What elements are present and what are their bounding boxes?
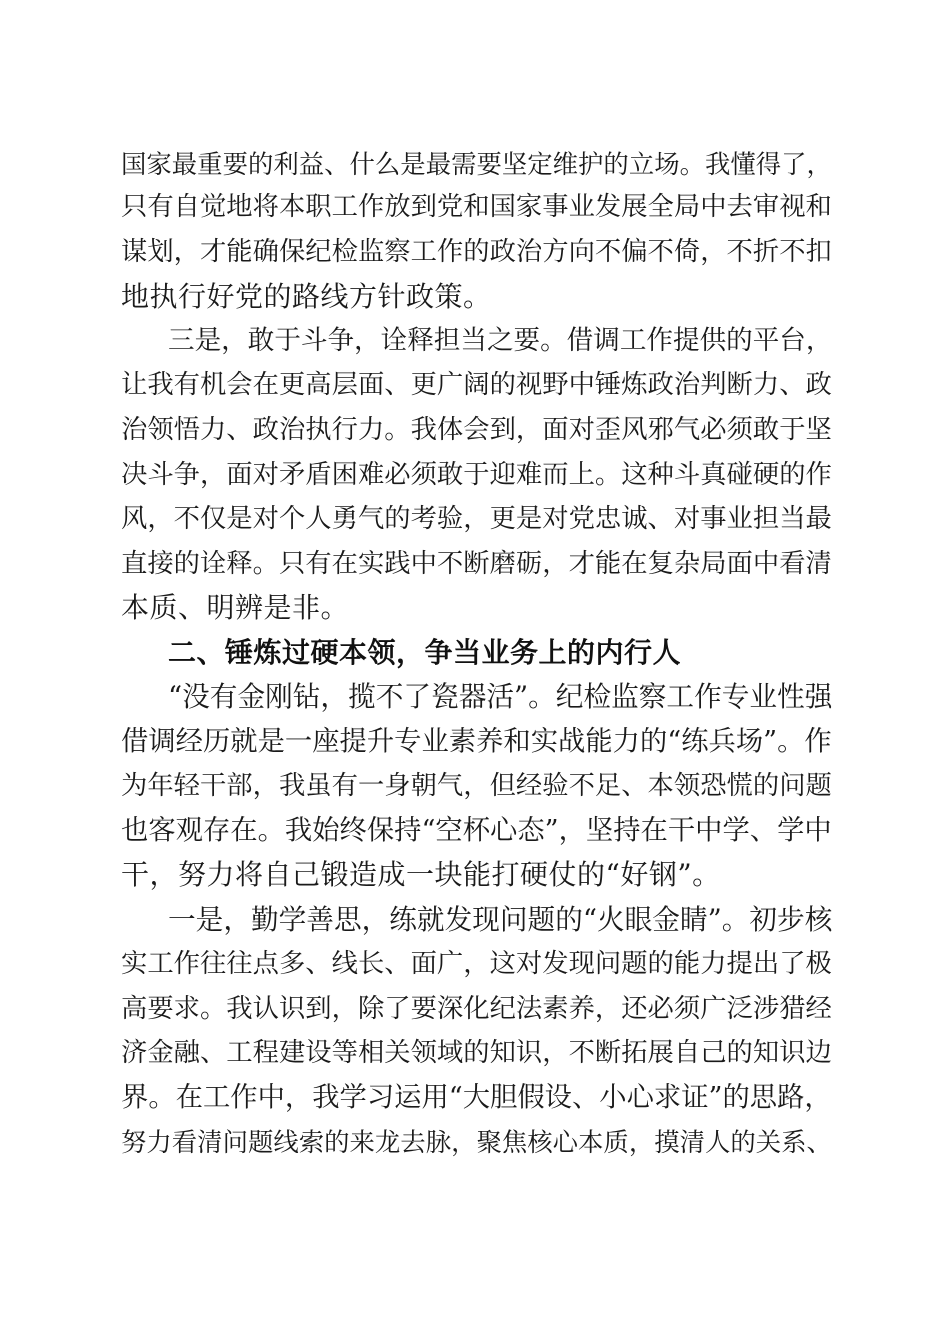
text-line: 借调经历就是一座提升专业素养和实战能力的“练兵场”。作 bbox=[121, 726, 832, 757]
text-line: 也客观存在。我始终保持“空杯心态”，坚持在干中学、学中 bbox=[121, 815, 832, 846]
text-line: 一是，勤学善思，练就发现问题的“火眼金睛”。初步核 bbox=[168, 903, 833, 936]
text-line: 只有自觉地将本职工作放到党和国家事业发展全局中去审视和 bbox=[121, 192, 832, 222]
text-line: 地执行好党的路线方针政策。 bbox=[121, 280, 492, 313]
text-line: 本质、明辨是非。 bbox=[121, 591, 350, 624]
text-line: 决斗争，面对矛盾困难必须敢于迎难而上。这种斗真碰硬的作 bbox=[121, 460, 832, 490]
text-line: 为年轻干部，我虽有一身朝气，但经验不足、本领恐慌的问题 bbox=[121, 771, 832, 801]
text-line: 直接的诠释。只有在实践中不断磨砺，才能在复杂局面中看清 bbox=[121, 549, 832, 579]
text-line: 济金融、工程建设等相关领域的知识，不断拓展自己的知识边 bbox=[121, 1038, 832, 1068]
text-line: 实工作往往点多、线长、面广，这对发现问题的能力提出了极 bbox=[121, 949, 832, 979]
text-line: 干，努力将自己锻造成一块能打硬仗的“好钢”。 bbox=[121, 858, 721, 891]
text-line: 界。在工作中，我学习运用“大胆假设、小心求证”的思路， bbox=[121, 1082, 832, 1113]
text-line: “没有金刚钻，揽不了瓷器活”。纪检监察工作专业性强 bbox=[168, 680, 833, 713]
text-line: 三是，敢于斗争，诠释担当之要。借调工作提供的平台， bbox=[168, 325, 833, 356]
text-line: 努力看清问题线索的来龙去脉，聚焦核心本质，摸清人的关系、 bbox=[121, 1127, 832, 1157]
text-line: 高要求。我认识到，除了要深化纪法素养，还必须广泛涉猎经 bbox=[121, 994, 832, 1024]
text-line: 谋划，才能确保纪检监察工作的政治方向不偏不倚，不折不扣 bbox=[121, 237, 832, 267]
text-line: 风，不仅是对个人勇气的考验，更是对党忠诚、对事业担当最 bbox=[121, 504, 832, 534]
text-line: 让我有机会在更高层面、更广阔的视野中锤炼政治判断力、政 bbox=[121, 370, 832, 400]
section-heading: 二、锤炼过硬本领，争当业务上的内行人 bbox=[168, 636, 682, 669]
text-line: 国家最重要的利益、什么是最需要坚定维护的立场。我懂得了， bbox=[121, 149, 832, 179]
text-line: 治领悟力、政治执行力。我体会到，面对歪风邪气必须敢于坚 bbox=[121, 415, 832, 445]
